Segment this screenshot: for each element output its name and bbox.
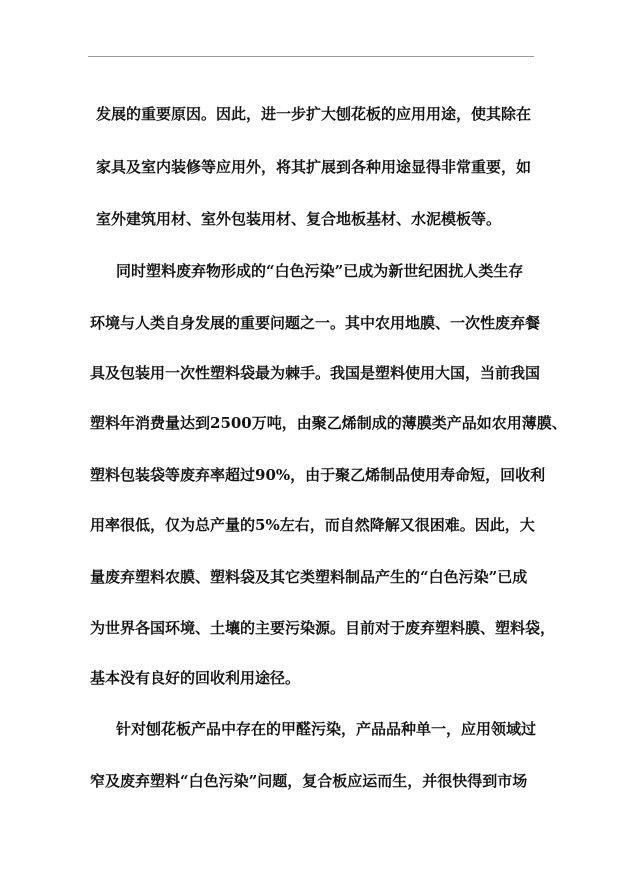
text-line: 具及包装用一次性塑料袋最为棘手。我国是塑料使用大国，当前我国 — [90, 364, 541, 382]
text-line: 基本没有良好的回收利用途径。 — [90, 669, 301, 687]
paragraph-start-line: 针对刨花板产品中存在的甲醛污染，产品品种单一，应用领域过 — [116, 720, 537, 738]
text-line: 用率很低，仅为总产量的5%左右，而自然降解又很困难。因此，大 — [90, 516, 535, 534]
text-line: 发展的重要原因。因此，进一步扩大刨花板的应用用途，使其除在 — [96, 105, 532, 123]
text-line: 家具及室内装修等应用外，将其扩展到各种用途显得非常重要，如 — [96, 158, 532, 176]
text-line: 为世界各国环境、土壤的主要污染源。目前对于废弃塑料膜、塑料袋， — [90, 619, 556, 637]
text-line: 环境与人类自身发展的重要问题之一。其中农用地膜、一次性废弃餐 — [90, 314, 541, 332]
header-divider — [88, 56, 534, 57]
text-line: 量废弃塑料农膜、塑料袋及其它类塑料制品产生的“白色污染”已成 — [90, 568, 528, 586]
paragraph-start-line: 同时塑料废弃物形成的“白色污染”已成为新世纪困扰人类生存 — [116, 262, 524, 280]
text-line: 窄及废弃塑料“白色污染”问题，复合板应运而生，并很快得到市场 — [90, 772, 528, 790]
text-line: 室外建筑用材、室外包装用材、复合地板基材、水泥模板等。 — [96, 210, 502, 228]
text-line: 塑料包装袋等废弃率超过90%，由于聚乙烯制品使用寿命短，回收利 — [90, 466, 546, 484]
text-line: 塑料年消费量达到2500万吨，由聚乙烯制成的薄膜类产品如农用薄膜、 — [90, 414, 567, 432]
